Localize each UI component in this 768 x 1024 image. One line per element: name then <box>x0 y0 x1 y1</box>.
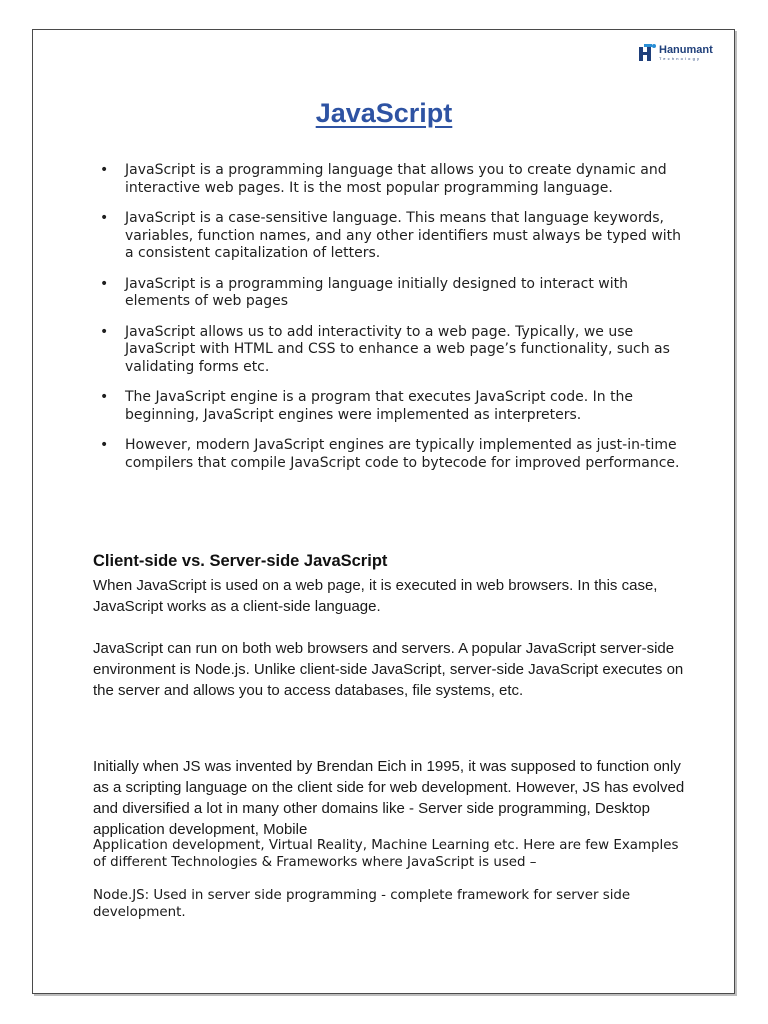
bullet-item: • JavaScript allows us to add interactivity to a web page. Typically, we use JavaScript with HTML and CSS to enhance a web page’s functionality, such as validating forms etc. <box>100 324 690 377</box>
paragraph-client-side: When JavaScript is used on a web page, it is executed in web browsers. In this case, JavaScript works as a client-side language. <box>93 577 658 615</box>
logo-name: Hanumant <box>659 44 713 56</box>
company-logo <box>636 42 726 64</box>
paragraph-history-continued: Application development, Virtual Reality, Machine Learning etc. Here are few Examples of different Technologies & Frameworks where JavaScript is used – <box>93 838 679 870</box>
bullet-item: • JavaScript is a programming language that allows you to create dynamic and interactive web pages. It is the most popular programming language. <box>100 162 690 197</box>
page-title: JavaScript <box>315 98 453 128</box>
hanumant-logo-icon <box>636 42 658 64</box>
paragraph-server-side: JavaScript can run on both web browsers and servers. A popular JavaScript server-side environment is Node.js. Unlike client-side JavaScript, server-side JavaScript executes on the server and allows you to access databases, file systems, etc. <box>93 640 684 699</box>
paragraph-nodejs: Node.JS: Used in server side programming - complete framework for server side development. <box>93 888 631 920</box>
logo-subtitle: Technology <box>659 56 702 61</box>
bullet-item: • However, modern JavaScript engines are typically implemented as just-in-time compilers that compile JavaScript code to bytecode for improved performance. <box>100 437 690 472</box>
paragraph-history: Initially when JS was invented by Brendan Eich in 1995, it was supposed to function only as a scripting language on the client side for web development. However, JS has evolved and diversified a lot in many other domains like - Server side programming, Desktop application development, Mobile <box>93 758 685 838</box>
section-heading: Client-side vs. Server-side JavaScript <box>93 552 388 570</box>
bullet-item: • The JavaScript engine is a program that executes JavaScript code. In the beginning, JavaScript engines were implemented as interpreters. <box>100 389 690 424</box>
bullet-item: • JavaScript is a case-sensitive language. This means that language keywords, variables, function names, and any other identifiers must always be typed with a consistent capitalization of letters. <box>100 210 690 263</box>
bullet-list <box>100 162 690 485</box>
bullet-item: • JavaScript is a programming language initially designed to interact with elements of web pages <box>100 276 690 311</box>
